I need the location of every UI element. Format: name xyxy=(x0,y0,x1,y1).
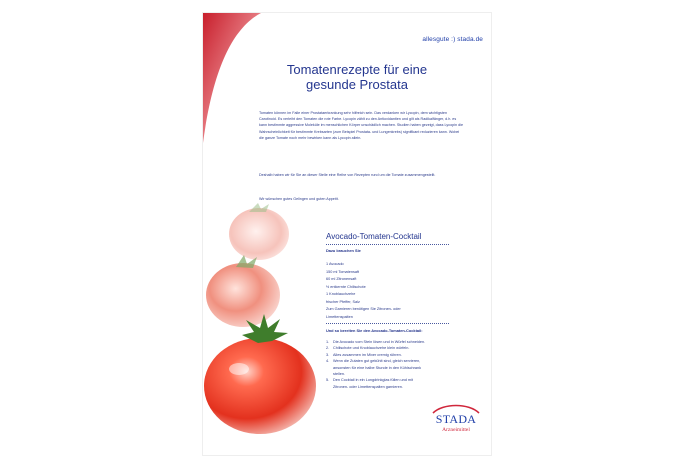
ingredients-list xyxy=(326,261,454,321)
step-text: Die Avocado vom Stein lösen und in Würfel schneiden. xyxy=(333,340,426,344)
step-text: ansonsten für eine halbe Stunde in den Kühlschrank xyxy=(333,365,422,370)
steps-list xyxy=(326,339,456,390)
step-text: stellen. xyxy=(333,372,346,377)
intro-paragraph-3: Wir wünschen gutes Gelingen und guten Appetit. xyxy=(259,197,339,201)
step-text: Den Cocktail in ein Longdrinkglas füllen und mit xyxy=(333,378,413,383)
ingredient-item: 60 ml Zitronensaft xyxy=(326,277,357,281)
ingredient-item: frischer Pfeffer, Salz xyxy=(326,299,360,304)
logo-name: STADA xyxy=(435,412,477,426)
tomatoes-image xyxy=(203,183,321,455)
step-number: 1. xyxy=(326,340,330,344)
page-title-line-1: Tomatenrezepte für eine xyxy=(286,62,428,77)
step-number: 4. xyxy=(326,359,330,364)
recipe-title: Avocado-Tomaten-Cocktail xyxy=(326,232,422,241)
tomato-back-icon xyxy=(229,208,289,260)
brand-tagline: allesgute :) stada.de xyxy=(422,36,483,43)
dotted-divider xyxy=(326,244,449,245)
step-text: Wenn die Zutaten gut gekühlt sind, gleich servieren, xyxy=(333,359,421,364)
step-number: 2. xyxy=(326,346,330,351)
step-text: Alles zusammen im Mixer cremig rühren. xyxy=(333,352,402,357)
step-text: Chilischote und Knoblauchzehe klein würfeln. xyxy=(333,346,410,351)
intro-paragraph-1: Tomaten können im Falle einer Prostataerkrankung sehr hilfreich sein. Das verdanken wir Lycopin, dem wichtigsten Carotinoid. Es verleiht den Tomaten die rote Farbe. Lycopin zählt zu den Antioxidantien und gilt als Radikalfänger, d.h. es kann bestimmte aggressive Moleküle im menschlichen Körper unschädlich machen. Studien haben gezeigt, dass Lycopin die Wahrscheinlichkeit für bestimmte Krebsarten (zum Beispiel Prostata- und Lungenkrebs) signifikant reduzieren kann. Wobei die ganze Tomate noch mehr bewirken kann als Lycopin allein. xyxy=(259,111,464,140)
page-title-line-2: gesunde Prostata xyxy=(306,77,408,92)
tomato-middle-icon xyxy=(206,263,280,327)
tomato-front-icon xyxy=(204,338,316,434)
document-page xyxy=(203,13,491,455)
page-title xyxy=(245,62,469,92)
step-item-continuation xyxy=(326,384,456,390)
logo-subtitle: Arzneimittel xyxy=(442,427,470,433)
steps-heading: Und so bereiten Sie den Avocado-Tomaten-Cocktail: xyxy=(326,328,423,333)
intro-paragraph-2: Deshalb haben wir für Sie an dieser Stelle eine Reihe von Rezepten rund um die Tomate zusammengestellt. xyxy=(259,173,436,177)
step-number: 3. xyxy=(326,352,330,357)
ingredient-item: 1 Avocado xyxy=(326,262,344,266)
stada-logo xyxy=(431,404,485,436)
dotted-divider xyxy=(326,323,449,324)
ingredient-item: Limettenspalten xyxy=(326,314,353,319)
step-text: Zitronen- oder Limettenspalten garnieren. xyxy=(333,384,403,389)
ingredient-item: ½ entkernte Chilischote xyxy=(326,284,366,289)
step-number: 5. xyxy=(326,378,330,383)
ingredients-heading: Dazu brauchen Sie xyxy=(326,248,361,253)
ingredient-item: Zum Garnieren benötigen Sie Zitronen- oder xyxy=(326,307,401,311)
ingredient-item: 150 ml Tomatensaft xyxy=(326,269,360,274)
ingredient-item: 1 Knoblauchzehe xyxy=(326,292,356,296)
